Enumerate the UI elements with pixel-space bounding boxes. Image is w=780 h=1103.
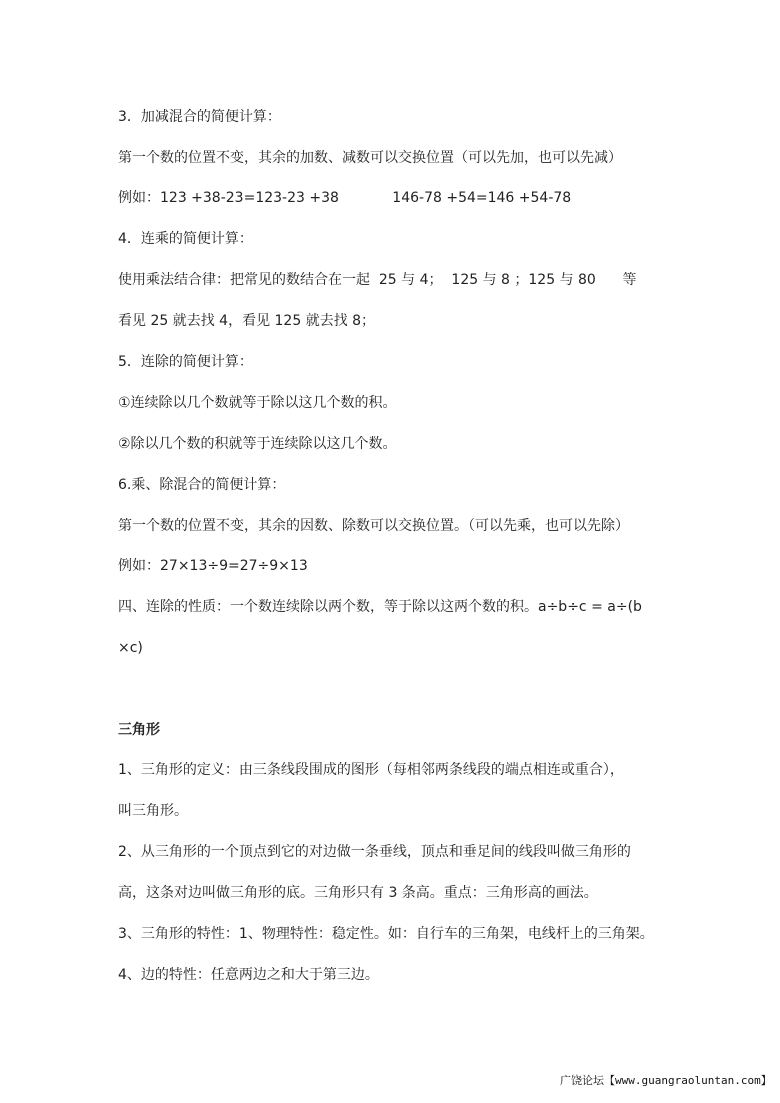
text-triangle-side-property: 4、边的特性：任意两边之和大于第三边。 [118,967,379,983]
text-triangle-property: 3、三角形的特性：1、物理特性：稳定性。如：自行车的三角架，电线杆上的三角架。 [118,926,654,942]
text-division-rule-2: ②除以几个数的积就等于连续除以这几个数。 [118,436,397,452]
text-addsub-example: 例如：123 +38-23=123-23 +38 146-78 +54=146 +54-78 [118,190,572,206]
heading-muldiv-simplification: 6.乘、除混合的简便计算： [118,477,286,493]
text-division-property: 四、连除的性质：一个数连续除以两个数，等于除以这两个数的积。a÷b÷c = a÷(b [118,599,642,615]
section-title-triangle: 三角形 [118,722,160,738]
text-muldiv-rule: 第一个数的位置不变，其余的因数、除数可以交换位置。（可以先乘，也可以先除） [118,518,629,534]
text-division-property-cont: ×c) [118,640,143,656]
text-triangle-height: 2、从三角形的一个顶点到它的对边做一条垂线，顶点和垂足间的线段叫做三角形的 [118,844,631,860]
text-associative-tip: 看见 25 就去找 4，看见 125 就去找 8； [118,313,376,329]
heading-continuous-multiplication: 4．连乘的简便计算： [118,231,253,247]
heading-addsub-simplification: 3．加减混合的简便计算： [118,109,281,125]
text-associative-law: 使用乘法结合律：把常见的数结合在一起 25 与 4； 125 与 8 ；125 与 80 等 [118,272,637,288]
text-triangle-definition-cont: 叫三角形。 [118,803,188,819]
heading-continuous-division: 5．连除的简便计算： [118,354,253,370]
text-muldiv-example: 例如：27×13÷9=27÷9×13 [118,558,308,574]
footer-watermark: 广饶论坛【www.guangraoluntan.com】 [560,1074,772,1087]
text-triangle-definition: 1、三角形的定义：由三条线段围成的图形（每相邻两条线段的端点相连或重合）， [118,762,624,778]
text-addsub-rule: 第一个数的位置不变，其余的加数、减数可以交换位置（可以先加，也可以先减） [118,150,622,166]
text-triangle-height-cont: 高，这条对边叫做三角形的底。三角形只有 3 条高。重点：三角形高的画法。 [118,885,598,901]
text-division-rule-1: ①连续除以几个数就等于除以这几个数的积。 [118,395,397,411]
